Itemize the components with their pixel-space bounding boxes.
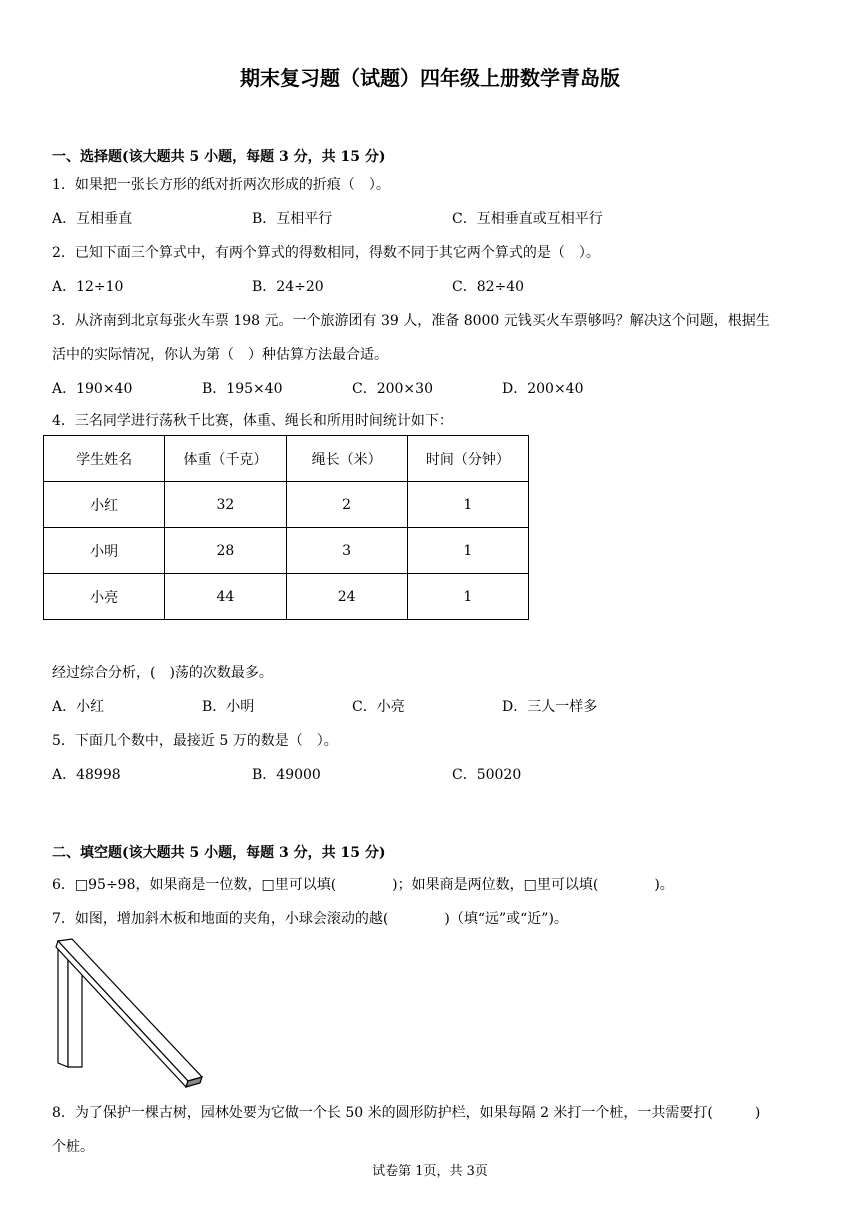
table-cell: 1 <box>407 482 528 528</box>
table-cell: 44 <box>165 574 286 620</box>
table-header-cell: 时间（分钟） <box>407 436 528 482</box>
q3-option-a: A．190×40 <box>52 381 133 397</box>
swing-data-table <box>43 435 529 620</box>
table-header-cell: 学生姓名 <box>44 436 165 482</box>
table-cell: 1 <box>407 528 528 574</box>
page-title: 期末复习题（试题）四年级上册数学青岛版 <box>240 66 620 90</box>
table-cell: 24 <box>286 574 407 620</box>
q2-option-c: C．82÷40 <box>452 279 525 295</box>
question-5: 5．下面几个数中，最接近 5 万的数是（ ）。 <box>52 733 338 749</box>
table-cell: 小明 <box>44 528 165 574</box>
question-8-line1: 8．为了保护一棵古树，园林处要为它做一个长 50 米的圆形防护栏，如果每隔 2 米打一个桩，一共需要打( ) <box>52 1105 761 1121</box>
inclined-board-figure <box>50 935 210 1090</box>
section-one-heading: 一、选择题(该大题共 5 小题，每题 3 分，共 15 分) <box>52 149 386 165</box>
table-header-cell: 绳长（米） <box>286 436 407 482</box>
page-footer: 试卷第 1页，共 3页 <box>372 1164 488 1179</box>
table-cell: 1 <box>407 574 528 620</box>
question-1: 1．如果把一张长方形的纸对折两次形成的折痕（ ）。 <box>52 177 390 193</box>
table-cell: 2 <box>286 482 407 528</box>
q5-option-a: A．48998 <box>52 767 121 783</box>
question-6: 6．□95÷98，如果商是一位数，□里可以填( )；如果商是两位数，□里可以填( )。 <box>52 877 674 893</box>
question-8-line2: 个桩。 <box>52 1139 94 1155</box>
question-2: 2．已知下面三个算式中，有两个算式的得数相同，得数不同于其它两个算式的是（ ）。 <box>52 245 600 261</box>
question-4: 4．三名同学进行荡秋千比赛，体重、绳长和所用时间统计如下： <box>52 413 453 429</box>
q4-option-a: A．小红 <box>52 699 105 715</box>
table-cell: 小红 <box>44 482 165 528</box>
q1-option-c: C．互相垂直或互相平行 <box>452 211 603 227</box>
q5-option-c: C．50020 <box>452 767 522 783</box>
q4-option-c: C．小亮 <box>352 699 405 715</box>
q3-option-d: D．200×40 <box>502 381 584 397</box>
table-header-cell: 体重（千克） <box>165 436 286 482</box>
question-7: 7．如图，增加斜木板和地面的夹角，小球会滚动的越( )（填“远”或“近”)。 <box>52 911 568 927</box>
table-cell: 3 <box>286 528 407 574</box>
q4-option-d: D．三人一样多 <box>502 699 598 715</box>
table-cell: 小亮 <box>44 574 165 620</box>
q4-option-b: B．小明 <box>202 699 255 715</box>
q3-option-c: C．200×30 <box>352 381 433 397</box>
table-header-row <box>44 436 529 482</box>
question-3-line2: 活中的实际情况，你认为第（ ）种估算方法最合适。 <box>52 347 388 363</box>
q1-option-b: B．互相平行 <box>252 211 333 227</box>
table-row <box>44 574 529 620</box>
table-row <box>44 482 529 528</box>
q3-option-b: B．195×40 <box>202 381 283 397</box>
table-cell: 32 <box>165 482 286 528</box>
table-row <box>44 528 529 574</box>
section-two-heading: 二、填空题(该大题共 5 小题，每题 3 分，共 15 分) <box>52 845 386 861</box>
table-cell: 28 <box>165 528 286 574</box>
question-4-prompt: 经过综合分析，( )荡的次数最多。 <box>52 665 273 681</box>
q2-option-b: B．24÷20 <box>252 279 324 295</box>
q5-option-b: B．49000 <box>252 767 321 783</box>
question-3-line1: 3．从济南到北京每张火车票 198 元。一个旅游团有 39 人，准备 8000 元钱买火车票够吗？解决这个问题，根据生 <box>52 313 770 329</box>
q1-option-a: A．互相垂直 <box>52 211 133 227</box>
q2-option-a: A．12÷10 <box>52 279 124 295</box>
